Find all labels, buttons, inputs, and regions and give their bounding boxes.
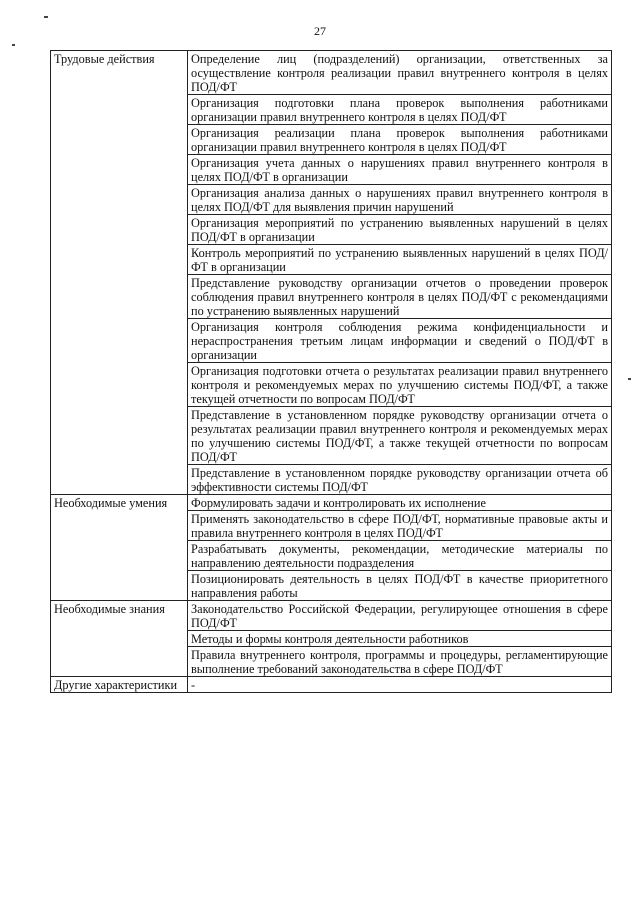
required-skills-label: Необходимые умения bbox=[51, 495, 188, 601]
required-skills-item bbox=[188, 541, 612, 571]
item-text: Представление руководству организации отчетов о проведении проверок соблюдения правил внутреннего контроля в целях ПОД/ФТ с рекомендациями по устранению выявленных нарушений bbox=[191, 276, 608, 318]
labor-actions-item bbox=[188, 215, 612, 245]
item-text: Организация подготовки плана проверок выполнения работниками организации правил внутреннего контроля в целях ПОД/ФТ bbox=[191, 96, 608, 124]
labor-actions-item bbox=[188, 185, 612, 215]
labor-actions-label: Трудовые действия bbox=[51, 51, 188, 495]
item-text: Представление в установленном порядке руководству организации отчета о результатах реализации правил внутреннего контроля и рекомендуемых мерах по улучшению системы ПОД/ФТ, а также текущей отчетности по вопросам ПОД/ФТ bbox=[191, 408, 608, 464]
item-text: Позиционировать деятельность в целях ПОД/ФТ в качестве приоритетного направления работы bbox=[191, 572, 608, 600]
required-skills-item bbox=[188, 571, 612, 601]
item-text: Организация контроля соблюдения режима конфиденциальности и нераспространения третьим лицам информации и сведений о ПОД/ФТ в организации bbox=[191, 320, 608, 362]
item-text: Организация мероприятий по устранению выявленных нарушений в целях ПОД/ФТ в организации bbox=[191, 216, 608, 244]
item-text: Представление в установленном порядке руководству организации отчета об эффективности системы ПОД/ФТ bbox=[191, 466, 608, 494]
item-text: Методы и формы контроля деятельности работников bbox=[191, 632, 469, 646]
scan-speck bbox=[628, 378, 631, 380]
job-function-table-body bbox=[51, 51, 612, 693]
other-characteristics-label: Другие характеристики bbox=[51, 677, 188, 693]
item-text: - bbox=[191, 678, 196, 692]
labor-actions-item bbox=[188, 155, 612, 185]
labor-actions-item bbox=[188, 275, 612, 319]
item-text: Организация реализации плана проверок выполнения работниками организации правил внутреннего контроля в целях ПОД/ФТ bbox=[191, 126, 608, 154]
table-row bbox=[51, 677, 612, 693]
item-text: Организация анализа данных о нарушениях правил внутреннего контроля в целях ПОД/ФТ для выявления причин нарушений bbox=[191, 186, 608, 214]
job-function-table bbox=[50, 50, 612, 693]
scan-speck bbox=[44, 16, 48, 18]
labor-actions-item bbox=[188, 407, 612, 465]
required-skills-item bbox=[188, 495, 612, 511]
table-row bbox=[51, 51, 612, 95]
page-number: 27 bbox=[314, 24, 326, 38]
labor-actions-item bbox=[188, 51, 612, 95]
item-text: Правила внутреннего контроля, программы и процедуры, регламентирующие выполнение требований законодательства в сфере ПОД/ФТ bbox=[191, 648, 608, 676]
item-text: Разрабатывать документы, рекомендации, методические материалы по направлению деятельности подразделения bbox=[191, 542, 608, 570]
item-text: Организация подготовки отчета о результатах реализации правил внутреннего контроля и рекомендуемых мерах по улучшению системы ПОД/ФТ, а также текущей отчетности по вопросам ПОД/ФТ bbox=[191, 364, 608, 406]
required-knowledge-label: Необходимые знания bbox=[51, 601, 188, 677]
required-knowledge-item bbox=[188, 601, 612, 631]
table-row bbox=[51, 495, 612, 511]
labor-actions-item bbox=[188, 465, 612, 495]
item-text: Организация учета данных о нарушениях правил внутреннего контроля в целях ПОД/ФТ в организации bbox=[191, 156, 608, 184]
other-characteristics-item bbox=[188, 677, 612, 693]
labor-actions-item bbox=[188, 363, 612, 407]
item-text: Контроль мероприятий по устранению выявленных нарушений в целях ПОД/ФТ в организации bbox=[191, 246, 608, 274]
labor-actions-item bbox=[188, 245, 612, 275]
required-skills-item bbox=[188, 511, 612, 541]
item-text: Применять законодательство в сфере ПОД/ФТ, нормативные правовые акты и правила внутреннего контроля в целях ПОД/ФТ bbox=[191, 512, 608, 540]
scan-speck bbox=[12, 44, 15, 46]
labor-actions-item bbox=[188, 125, 612, 155]
required-knowledge-item bbox=[188, 647, 612, 677]
item-text: Формулировать задачи и контролировать их исполнение bbox=[191, 496, 486, 510]
table-row bbox=[51, 601, 612, 631]
item-text: Законодательство Российской Федерации, регулирующее отношения в сфере ПОД/ФТ bbox=[191, 602, 608, 630]
labor-actions-item bbox=[188, 319, 612, 363]
item-text: Определение лиц (подразделений) организации, ответственных за осуществление контроля реализации правил внутреннего контроля в целях ПОД/ФТ bbox=[191, 52, 608, 94]
labor-actions-item bbox=[188, 95, 612, 125]
required-knowledge-item bbox=[188, 631, 612, 647]
